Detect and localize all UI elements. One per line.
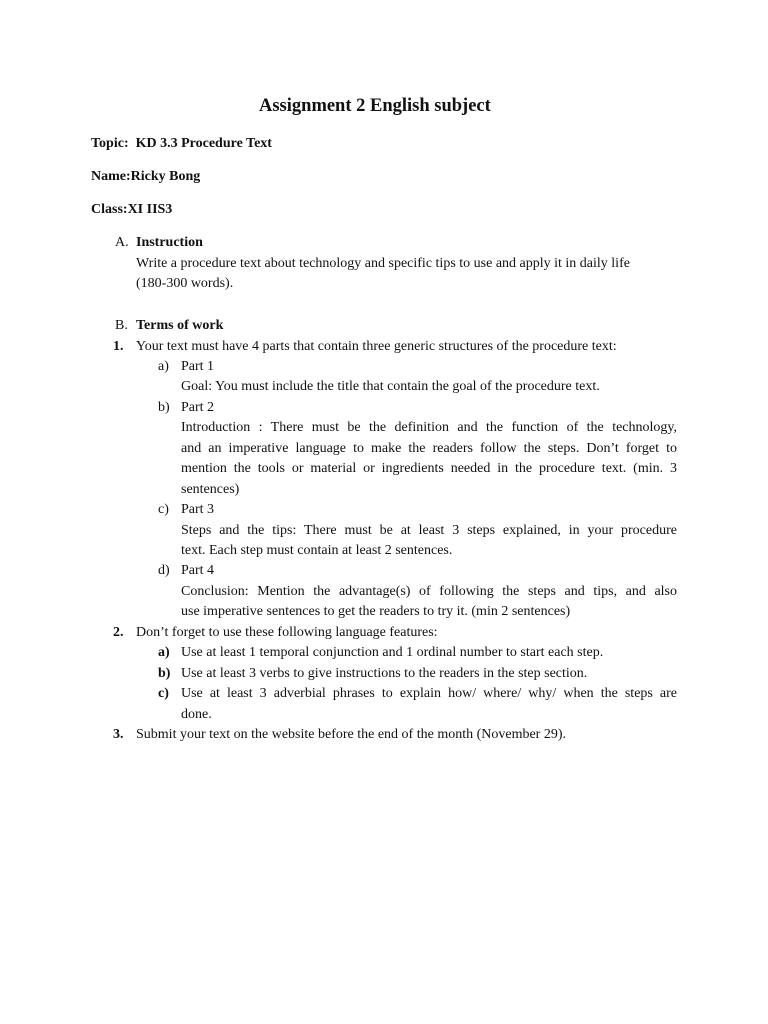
subitem-label: Part 3 xyxy=(181,502,215,517)
name-value: Ricky Bong xyxy=(130,169,201,184)
topic-label: Topic: xyxy=(91,136,129,151)
topic-field xyxy=(91,135,272,152)
subitem-label: Part 4 xyxy=(181,563,215,578)
subitem-marker: c) xyxy=(158,686,169,701)
subitem-marker: a) xyxy=(158,645,170,660)
name-label: Name: xyxy=(91,169,131,184)
section-a-line: (180-300 words). xyxy=(136,276,234,291)
item-3-text: Submit your text on the website before the end of the month (November 29). xyxy=(136,727,567,742)
subitem-label: Part 2 xyxy=(181,400,215,415)
subitem-marker: b) xyxy=(158,400,170,415)
subitem-line: mention the tools or material or ingredients needed in the procedure text. (min. 3 xyxy=(181,461,677,476)
item-1-marker: 1. xyxy=(113,339,124,354)
subitem-marker: b) xyxy=(158,666,171,681)
section-a-heading: Instruction xyxy=(136,235,203,250)
subitem-label: Part 1 xyxy=(181,359,215,374)
subitem-line: Steps and the tips: There must be at least 3 steps explained, in your procedure xyxy=(181,523,677,538)
subitem-marker: d) xyxy=(158,563,170,578)
subitem-line: Conclusion: Mention the advantage(s) of following the steps and tips, and also xyxy=(181,584,677,599)
topic-value: KD 3.3 Procedure Text xyxy=(135,136,272,151)
item-3-marker: 3. xyxy=(113,727,124,742)
subitem-line: Use at least 3 adverbial phrases to explain how/ where/ why/ when the steps are xyxy=(181,686,677,701)
subitem-line: use imperative sentences to get the readers to try it. (min 2 sentences) xyxy=(181,604,571,619)
section-a-line: Write a procedure text about technology and specific tips to use and apply it in daily life xyxy=(136,256,630,271)
subitem-line: and an imperative language to make the readers follow the steps. Don’t forget to xyxy=(181,441,677,456)
item-1-text: Your text must have 4 parts that contain three generic structures of the procedure text: xyxy=(136,339,617,354)
subitem-line: Introduction : There must be the definition and the function of the technology, xyxy=(181,420,677,435)
class-field xyxy=(91,201,172,218)
item-2-marker: 2. xyxy=(113,625,124,640)
subitem-line: Goal: You must include the title that contain the goal of the procedure text. xyxy=(181,379,600,394)
section-b-marker: B. xyxy=(115,318,128,333)
subitem-marker: c) xyxy=(158,502,169,517)
subitem-line: Use at least 1 temporal conjunction and 1 ordinal number to start each step. xyxy=(181,645,604,660)
class-value: XI IIS3 xyxy=(127,202,173,217)
section-b-heading: Terms of work xyxy=(136,318,224,333)
subitem-line: done. xyxy=(181,707,212,722)
item-2-text: Don’t forget to use these following language features: xyxy=(136,625,438,640)
name-field xyxy=(91,168,200,185)
subitem-marker: a) xyxy=(158,359,169,374)
class-label: Class: xyxy=(91,202,128,217)
section-a-marker: A. xyxy=(115,235,129,250)
subitem-line: text. Each step must contain at least 2 sentences. xyxy=(181,543,453,558)
document-title: Assignment 2 English subject xyxy=(259,96,491,116)
subitem-line: sentences) xyxy=(181,482,240,497)
subitem-line: Use at least 3 verbs to give instructions to the readers in the step section. xyxy=(181,666,588,681)
